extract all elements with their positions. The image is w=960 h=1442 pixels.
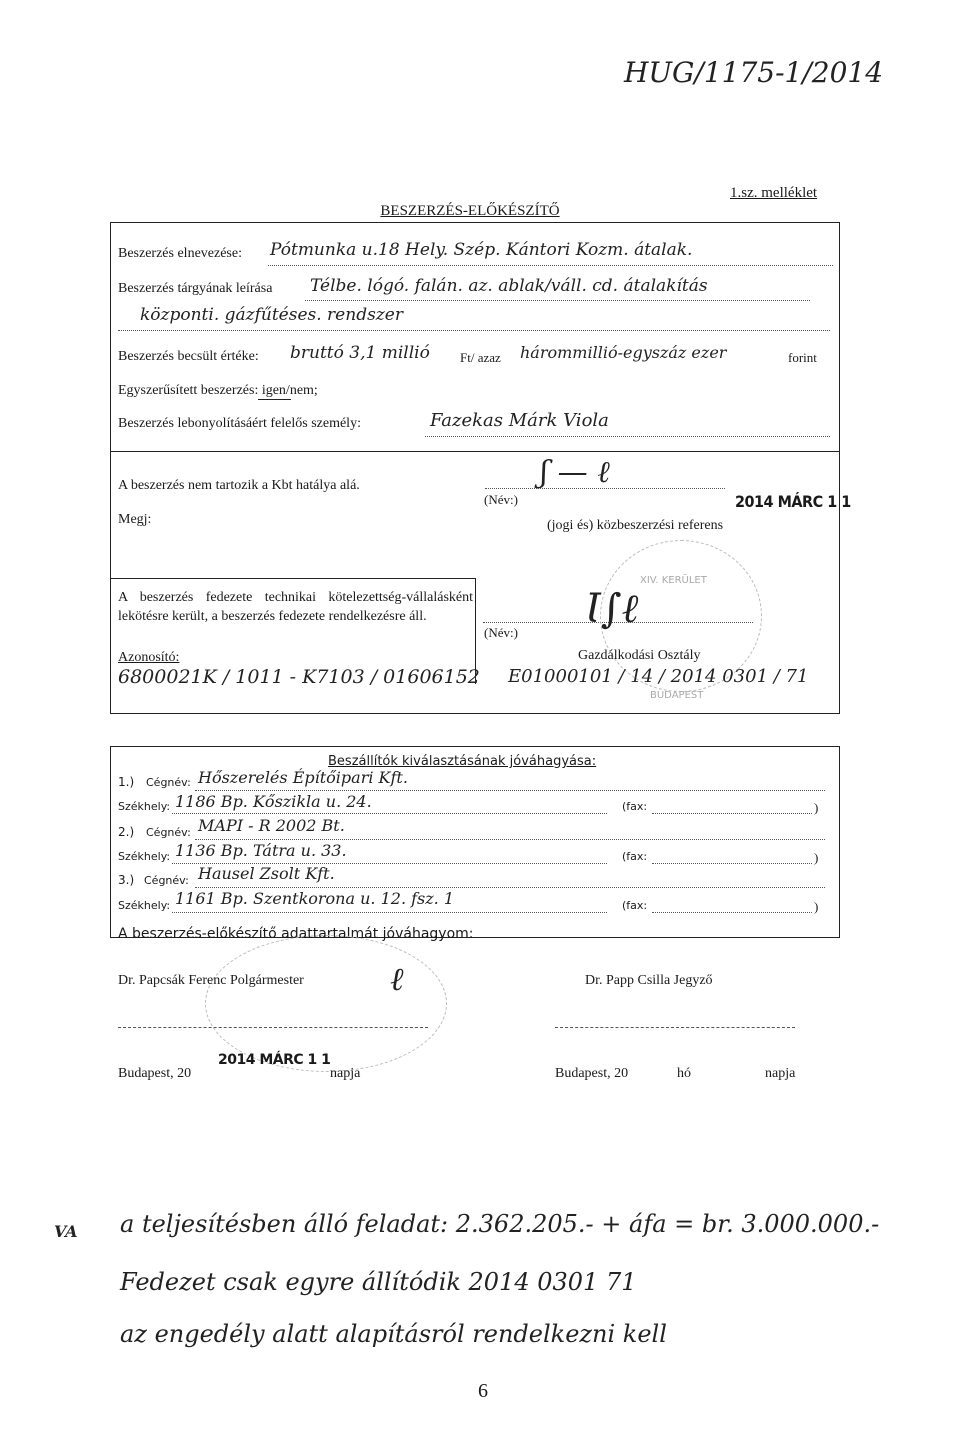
supplier-3-num: 3.) xyxy=(118,873,135,887)
supplier-1-fax-label: (fax: xyxy=(622,800,648,813)
estimate-value: bruttó 3,1 millió xyxy=(290,343,430,363)
supplier-3-seat-dots xyxy=(172,912,607,913)
name-label: Beszerzés elnevezése: xyxy=(118,246,242,261)
approval-title: A beszerzés-előkészítő adattartalmát jóváhagyom: xyxy=(118,926,474,942)
name-value: Pótmunka u.18 Hely. Szép. Kántori Kozm. átalak. xyxy=(270,240,693,260)
responsible-value: Fazekas Márk Viola xyxy=(430,410,609,431)
stamp-text: XIV. KERÜLET xyxy=(640,575,707,586)
mayor-date-stamp: 2014 MÁRC 1 1 xyxy=(218,1052,331,1068)
supplier-2-name-dots xyxy=(195,839,825,840)
supplier-3-seat-label: Székhely: xyxy=(118,899,171,912)
referent-signature: ʃ — ℓ xyxy=(540,455,610,490)
mayor-date-napja: napja xyxy=(330,1066,361,1081)
notary-ho: hó xyxy=(677,1066,691,1081)
name-dots xyxy=(268,265,833,266)
referent-label: (jogi és) közbeszerzési referens xyxy=(547,518,724,533)
name-field-label: (Név:) xyxy=(484,492,518,507)
mayor-name: Dr. Papcsák Ferenc Polgármester xyxy=(118,973,304,988)
nem-underline-mark xyxy=(258,399,291,400)
supplier-2-fax-dots xyxy=(652,863,812,864)
kbt-text: A beszerzés nem tartozik a Kbt hatálya alá. xyxy=(118,478,360,493)
side-mark: VA xyxy=(54,1222,78,1241)
supplier-3-name-label: Cégnév: xyxy=(144,874,189,887)
notary-napja: napja xyxy=(765,1066,796,1081)
subject-value-2: központi. gázfűtéses. rendszer xyxy=(140,305,403,325)
name-field-label-2: (Név:) xyxy=(484,625,518,640)
supplier-1-seat-label: Székhely: xyxy=(118,800,171,813)
estimate-unit: Ft/ azaz xyxy=(460,350,501,365)
supplier-3-fax-label: (fax: xyxy=(622,899,648,912)
section-divider-2 xyxy=(110,578,475,579)
note-line-1: a teljesítésben álló feladat: 2.362.205.- + áfa = br. 3.000.000.- xyxy=(120,1210,880,1238)
referent-sign-line xyxy=(485,488,725,489)
supplier-1-fax-dots xyxy=(652,813,812,814)
responsible-dots xyxy=(425,436,830,437)
coverage-text: A beszerzés fedezete technikai kötelezettség-vállalásként lekötésre került, a beszerzés fedezete rendelkezésre áll. xyxy=(118,590,473,624)
page-number: 6 xyxy=(478,1380,488,1402)
supplier-2-name: MAPI - R 2002 Bt. xyxy=(198,816,345,835)
supplier-2-num: 2.) xyxy=(118,825,135,839)
stamp-text-2: BUDAPEST xyxy=(650,690,704,701)
mayor-signature: ℓ xyxy=(390,960,404,998)
department-signature: Ɩ∫ℓ xyxy=(585,586,639,632)
section-divider-1 xyxy=(110,451,839,452)
subject-dots xyxy=(305,300,810,301)
supplier-2-seat: 1136 Bp. Tátra u. 33. xyxy=(175,841,347,860)
note-line-3: az engedély alatt alapításról rendelkezni kell xyxy=(120,1320,667,1348)
supplier-1-fax-close: ) xyxy=(814,800,819,815)
supplier-1-num: 1.) xyxy=(118,775,135,789)
supplier-1-name: Hőszerelés Építőipari Kft. xyxy=(198,768,408,787)
supplier-2-fax-label: (fax: xyxy=(622,850,648,863)
simplified-label: Egyszerűsített beszerzés: igen/nem; xyxy=(118,383,318,398)
identifier-value: 6800021K / 1011 - K7103 / 01606152 xyxy=(118,666,480,688)
notary-sign-line xyxy=(555,1027,795,1028)
supplier-2-name-label: Cégnév: xyxy=(146,826,191,839)
supplier-3-fax-dots xyxy=(652,912,812,913)
suppliers-title: Beszállítók kiválasztásának jóváhagyása: xyxy=(328,754,597,769)
estimate-label: Beszerzés becsült értéke: xyxy=(118,349,259,364)
supplier-3-name: Hausel Zsolt Kft. xyxy=(198,864,335,883)
note-line-2: Fedezet csak egyre állítódik 2014 0301 71 xyxy=(120,1268,637,1296)
mayor-sign-line xyxy=(118,1027,428,1028)
supplier-3-seat: 1161 Bp. Szentkorona u. 12. fsz. 1 xyxy=(175,889,455,908)
reference-number: HUG/1175-1/2014 xyxy=(624,56,884,89)
date-stamp: 2014 MÁRC 1 1 xyxy=(735,492,851,511)
form-title: BESZERZÉS-ELŐKÉSZÍTŐ xyxy=(380,203,560,219)
supplier-2-seat-label: Székhely: xyxy=(118,850,171,863)
supplier-2-fax-close: ) xyxy=(814,850,819,865)
subject-value: Télbe. lógó. falán. az. ablak/váll. cd. átalakítás xyxy=(310,276,708,296)
supplier-1-seat: 1186 Bp. Kőszikla u. 24. xyxy=(175,792,372,811)
mayor-date-place: Budapest, 20 xyxy=(118,1066,192,1081)
responsible-label: Beszerzés lebonyolításáért felelős személy: xyxy=(118,416,361,431)
estimate-words: hárommillió-egyszáz ezer xyxy=(520,343,727,362)
department-value: E01000101 / 14 / 2014 0301 / 71 xyxy=(508,666,809,687)
notary-date-place: Budapest, 20 xyxy=(555,1066,629,1081)
supplier-1-seat-dots xyxy=(172,813,607,814)
estimate-suffix: forint xyxy=(788,350,817,365)
department-label: Gazdálkodási Osztály xyxy=(578,648,701,663)
subject-dots-2 xyxy=(118,330,830,331)
identifier-label: Azonosító: xyxy=(118,650,180,665)
supplier-3-name-dots xyxy=(195,887,825,888)
subject-label: Beszerzés tárgyának leírása xyxy=(118,281,273,296)
supplier-1-name-dots xyxy=(195,790,825,791)
annex-label: 1.sz. melléklet xyxy=(730,185,818,201)
notary-name: Dr. Papp Csilla Jegyző xyxy=(585,973,713,988)
supplier-3-fax-close: ) xyxy=(814,899,819,914)
note-label: Megj: xyxy=(118,512,152,527)
supplier-1-name-label: Cégnév: xyxy=(146,776,191,789)
